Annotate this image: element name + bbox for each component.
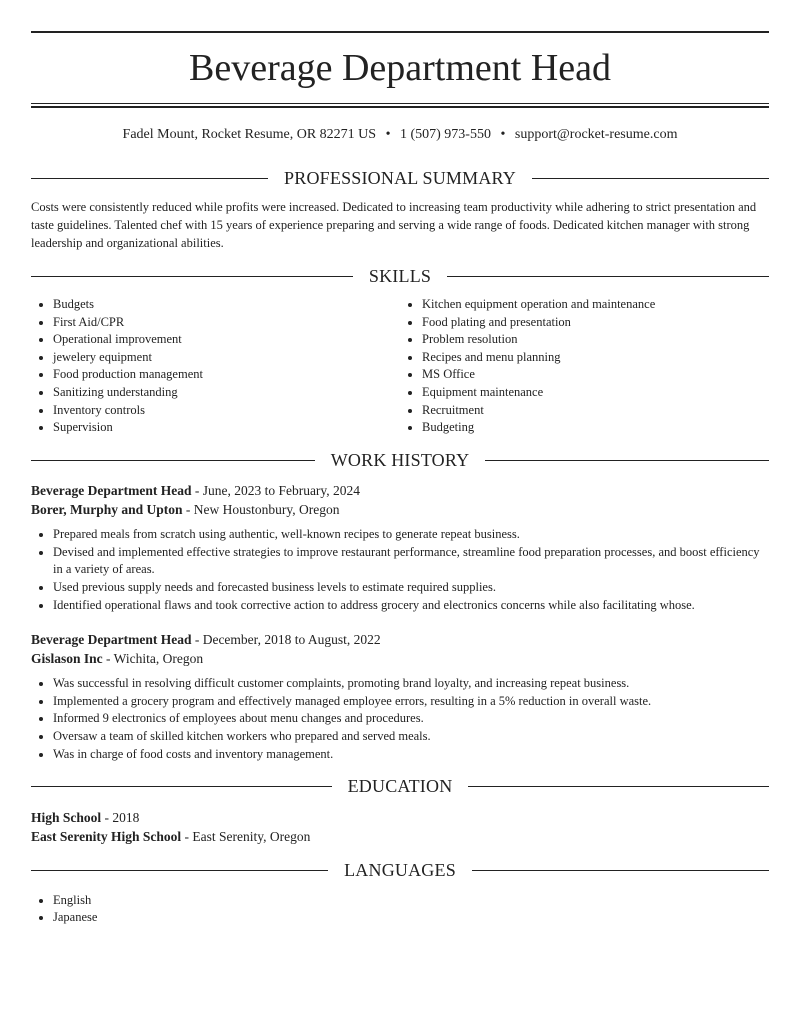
job-dates: - December, 2018 to August, 2022 bbox=[191, 631, 381, 647]
contact-email: support@rocket-resume.com bbox=[514, 127, 678, 142]
work-heading bbox=[31, 450, 769, 472]
skill-item: • Supervision bbox=[53, 419, 400, 437]
job-dates: - June, 2023 to February, 2024 bbox=[191, 482, 361, 498]
skill-item: • Problem resolution bbox=[422, 331, 769, 349]
skill-item: • Food production management bbox=[53, 366, 400, 384]
job-bullet: • Implemented a grocery program and effectively managed employee errors, resulting in a 5% reduction in overall waste. bbox=[53, 693, 769, 711]
skill-item: • Kitchen equipment operation and maintenance bbox=[422, 296, 769, 314]
job-title-line bbox=[31, 481, 769, 501]
language-item: • English bbox=[53, 892, 769, 910]
job-bullets bbox=[31, 675, 769, 764]
resume-page bbox=[31, 0, 769, 927]
heading-rule bbox=[31, 178, 268, 179]
job-bullet: • Oversaw a team of skilled kitchen workers who prepared and served meals. bbox=[53, 728, 769, 746]
job-company: Borer, Murphy and Upton bbox=[31, 502, 183, 518]
resume-title: Beverage Department Head bbox=[188, 47, 611, 89]
job-company: Gislason Inc bbox=[31, 651, 103, 667]
heading-rule bbox=[31, 786, 332, 787]
skills-column-left bbox=[31, 296, 400, 437]
education-year: - 2018 bbox=[101, 809, 140, 825]
languages-heading-label: LANGUAGES bbox=[344, 860, 456, 881]
work-heading-label: WORK HISTORY bbox=[330, 450, 470, 471]
education-school-line bbox=[31, 827, 769, 847]
skill-item: • Recipes and menu planning bbox=[422, 349, 769, 367]
job-bullet: • Informed 9 electronics of employees about menu changes and procedures. bbox=[53, 710, 769, 728]
heading-rule bbox=[468, 786, 769, 787]
education-degree-line bbox=[31, 808, 769, 828]
contact-line bbox=[31, 125, 769, 145]
skill-item: • Operational improvement bbox=[53, 331, 400, 349]
skills-list bbox=[31, 296, 769, 437]
heading-rule bbox=[485, 460, 769, 461]
skill-item: • Inventory controls bbox=[53, 402, 400, 420]
skills-column-right bbox=[400, 296, 769, 437]
job-entry bbox=[31, 630, 769, 764]
skill-item: • jewelery equipment bbox=[53, 349, 400, 367]
heading-rule bbox=[472, 870, 769, 871]
skill-item: • Budgeting bbox=[422, 419, 769, 437]
skill-item: • MS Office bbox=[422, 366, 769, 384]
job-bullet: • Was in charge of food costs and inventory management. bbox=[53, 746, 769, 764]
contact-address: Fadel Mount, Rocket Resume, OR 82271 US bbox=[122, 127, 377, 142]
job-title: Beverage Department Head bbox=[31, 631, 192, 647]
job-title-line bbox=[31, 630, 769, 650]
summary-heading-label: PROFESSIONAL SUMMARY bbox=[284, 167, 516, 188]
heading-rule bbox=[447, 276, 769, 277]
job-bullet: • Used previous supply needs and forecasted business levels to estimate required supplies. bbox=[53, 579, 769, 597]
skill-item: • Recruitment bbox=[422, 402, 769, 420]
job-bullet: • Devised and implemented effective strategies to improve restaurant performance, streamline food preparation processes, and boost efficiency in a variety of areas. bbox=[53, 544, 769, 580]
education-school: East Serenity High School bbox=[31, 829, 182, 845]
education-heading bbox=[31, 776, 769, 798]
job-title: Beverage Department Head bbox=[31, 482, 192, 498]
skill-item: • First Aid/CPR bbox=[53, 314, 400, 332]
job-location: - New Houstonbury, Oregon bbox=[182, 502, 340, 518]
summary-heading bbox=[31, 167, 769, 189]
job-location: - Wichita, Oregon bbox=[102, 651, 204, 667]
job-company-line bbox=[31, 500, 769, 520]
job-bullet: • Was successful in resolving difficult customer complaints, promoting brand loyalty, and increasing repeat business. bbox=[53, 675, 769, 693]
language-item: • Japanese bbox=[53, 909, 769, 927]
job-bullet: • Prepared meals from scratch using authentic, well-known recipes to generate repeat business. bbox=[53, 526, 769, 544]
job-company-line bbox=[31, 649, 769, 669]
title-double-rule bbox=[31, 103, 769, 108]
skills-heading bbox=[31, 265, 769, 287]
job-bullets bbox=[31, 526, 769, 615]
heading-rule bbox=[31, 870, 328, 871]
job-entry bbox=[31, 481, 769, 615]
languages-heading bbox=[31, 860, 769, 882]
contact-separator: • bbox=[385, 127, 391, 142]
skill-item: • Budgets bbox=[53, 296, 400, 314]
skill-item: • Sanitizing understanding bbox=[53, 384, 400, 402]
skills-heading-label: SKILLS bbox=[368, 265, 432, 286]
heading-rule bbox=[31, 276, 353, 277]
contact-phone: 1 (507) 973-550 bbox=[399, 127, 491, 142]
skill-item: • Equipment maintenance bbox=[422, 384, 769, 402]
heading-rule bbox=[532, 178, 769, 179]
skill-item: • Food plating and presentation bbox=[422, 314, 769, 332]
education-entry bbox=[31, 808, 769, 847]
languages-list bbox=[31, 892, 769, 927]
education-location: - East Serenity, Oregon bbox=[181, 829, 311, 845]
contact-separator: • bbox=[500, 127, 506, 142]
heading-rule bbox=[31, 460, 315, 461]
summary-text: Costs were consistently reduced while profits were increased. Dedicated to increasing team productivity while adhering to strict presentation and taste guidelines. Talented chef with 15 years of experience preparing and serving a wide range of foods. Dedicated kitchen manager with strong leadership and organizational abilities. bbox=[31, 200, 757, 250]
education-degree: High School bbox=[31, 809, 102, 825]
education-heading-label: EDUCATION bbox=[347, 776, 453, 797]
job-bullet: • Identified operational flaws and took corrective action to address grocery and electronics concerns while also facilitating whose. bbox=[53, 597, 769, 615]
